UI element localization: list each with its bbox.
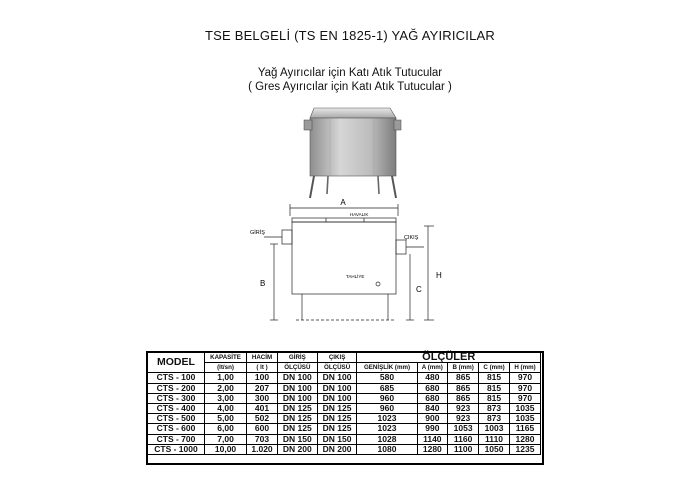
dim-label-h: H <box>436 271 442 280</box>
cell-model: CTS - 200 <box>148 383 205 393</box>
cell-model: CTS - 700 <box>148 434 205 444</box>
cell-giris: DN 100 <box>277 393 317 403</box>
header-hacim-unit: ( lt ) <box>247 363 278 373</box>
header-kapasite-unit: (lt/sn) <box>204 363 246 373</box>
cell-a: 680 <box>417 393 448 403</box>
specification-rows <box>148 373 541 455</box>
cell-h: 1165 <box>510 424 541 434</box>
cell-h: 970 <box>510 393 541 403</box>
cell-b: 1160 <box>448 434 479 444</box>
cell-c: 1050 <box>479 444 510 454</box>
cell-kapasite: 7,00 <box>204 434 246 444</box>
cell-kapasite: 1,00 <box>204 373 246 383</box>
cell-a: 990 <box>417 424 448 434</box>
cell-giris: DN 125 <box>277 424 317 434</box>
cell-b: 1100 <box>448 444 479 454</box>
table-row <box>148 414 541 424</box>
header-genislik: GENİŞLİK (mm) <box>357 363 417 373</box>
cell-c: 873 <box>479 403 510 413</box>
label-havalik: HAVALIK <box>350 212 369 217</box>
cell-a: 900 <box>417 414 448 424</box>
cell-cikis: DN 150 <box>317 434 357 444</box>
cell-giris: DN 100 <box>277 373 317 383</box>
cell-c: 1003 <box>479 424 510 434</box>
cell-hacim: 1.020 <box>247 444 278 454</box>
cell-genislik: 1023 <box>357 424 417 434</box>
cell-hacim: 600 <box>247 424 278 434</box>
cell-genislik: 1028 <box>357 434 417 444</box>
subtitle-line-2: ( Gres Ayırıcılar için Katı Atık Tutucular ) <box>248 81 452 93</box>
cell-cikis: DN 100 <box>317 383 357 393</box>
cell-a: 480 <box>417 373 448 383</box>
cell-h: 1280 <box>510 434 541 444</box>
cell-model: CTS - 600 <box>148 424 205 434</box>
table-row <box>148 444 541 454</box>
cell-model: CTS - 500 <box>148 414 205 424</box>
table-row <box>148 373 541 383</box>
cell-giris: DN 125 <box>277 414 317 424</box>
cell-cikis: DN 200 <box>317 444 357 454</box>
cell-cikis: DN 100 <box>317 393 357 403</box>
cell-b: 923 <box>448 403 479 413</box>
cell-kapasite: 3,00 <box>204 393 246 403</box>
table-row <box>148 393 541 403</box>
cell-b: 1053 <box>448 424 479 434</box>
cell-a: 840 <box>417 403 448 413</box>
table-row <box>148 383 541 393</box>
cell-genislik: 580 <box>357 373 417 383</box>
cell-cikis: DN 125 <box>317 403 357 413</box>
header-hacim: HACİM <box>247 353 278 363</box>
cell-model: CTS - 300 <box>148 393 205 403</box>
header-model: MODEL <box>148 353 205 373</box>
cell-c: 815 <box>479 393 510 403</box>
page-subtitle <box>0 66 700 94</box>
cell-cikis: DN 125 <box>317 424 357 434</box>
cell-c: 1110 <box>479 434 510 444</box>
cell-a: 1140 <box>417 434 448 444</box>
header-b: B (mm) <box>448 363 479 373</box>
header-cikis-sub: ÖLÇÜSÜ <box>317 363 357 373</box>
label-cikis: ÇIKIŞ <box>404 235 419 241</box>
dim-label-b: B <box>260 279 266 288</box>
technical-drawing <box>246 196 456 331</box>
subtitle-line-1: Yağ Ayırıcılar için Katı Atık Tutucular <box>257 67 443 79</box>
cell-c: 815 <box>479 373 510 383</box>
cell-c: 815 <box>479 383 510 393</box>
cell-a: 680 <box>417 383 448 393</box>
header-cikis: ÇIKIŞ <box>317 353 357 363</box>
cell-kapasite: 6,00 <box>204 424 246 434</box>
specification-table <box>147 352 541 455</box>
cell-model: CTS - 1000 <box>148 444 205 454</box>
cell-giris: DN 125 <box>277 403 317 413</box>
header-giris: GİRİŞ <box>277 353 317 363</box>
cell-cikis: DN 125 <box>317 414 357 424</box>
dim-label-c: C <box>416 285 422 294</box>
header-c: C (mm) <box>479 363 510 373</box>
cell-h: 1035 <box>510 403 541 413</box>
cell-genislik: 960 <box>357 403 417 413</box>
cell-hacim: 207 <box>247 383 278 393</box>
cell-hacim: 703 <box>247 434 278 444</box>
cell-model: CTS - 400 <box>148 403 205 413</box>
table-row <box>148 434 541 444</box>
cell-kapasite: 5,00 <box>204 414 246 424</box>
cell-giris: DN 100 <box>277 383 317 393</box>
label-giris: GİRİŞ <box>250 230 265 236</box>
cell-genislik: 1023 <box>357 414 417 424</box>
header-olculer: ÖLÇÜLER <box>357 353 541 363</box>
cell-h: 1235 <box>510 444 541 454</box>
cell-model: CTS - 100 <box>148 373 205 383</box>
cell-kapasite: 2,00 <box>204 383 246 393</box>
header-giris-sub: ÖLÇÜSÜ <box>277 363 317 373</box>
cell-b: 865 <box>448 373 479 383</box>
cell-hacim: 300 <box>247 393 278 403</box>
cell-genislik: 685 <box>357 383 417 393</box>
label-tahliye: TAHLİYE <box>346 274 365 279</box>
table-row <box>148 403 541 413</box>
dim-label-a: A <box>340 198 346 207</box>
cell-hacim: 401 <box>247 403 278 413</box>
product-photo <box>300 102 402 202</box>
cell-h: 970 <box>510 373 541 383</box>
cell-giris: DN 200 <box>277 444 317 454</box>
cell-c: 873 <box>479 414 510 424</box>
cell-b: 865 <box>448 393 479 403</box>
cell-hacim: 100 <box>247 373 278 383</box>
cell-hacim: 502 <box>247 414 278 424</box>
cell-cikis: DN 100 <box>317 373 357 383</box>
header-a: A (mm) <box>417 363 448 373</box>
header-kapasite: KAPASİTE <box>204 353 246 363</box>
cell-genislik: 1080 <box>357 444 417 454</box>
cell-b: 923 <box>448 414 479 424</box>
cell-genislik: 960 <box>357 393 417 403</box>
header-h: H (mm) <box>510 363 541 373</box>
cell-kapasite: 4,00 <box>204 403 246 413</box>
cell-giris: DN 150 <box>277 434 317 444</box>
page-title: TSE BELGELİ (TS EN 1825-1) YAĞ AYIRICILAR <box>205 28 495 43</box>
cell-h: 1035 <box>510 414 541 424</box>
table-row <box>148 424 541 434</box>
cell-h: 970 <box>510 383 541 393</box>
cell-b: 865 <box>448 383 479 393</box>
cell-kapasite: 10,00 <box>204 444 246 454</box>
cell-a: 1280 <box>417 444 448 454</box>
